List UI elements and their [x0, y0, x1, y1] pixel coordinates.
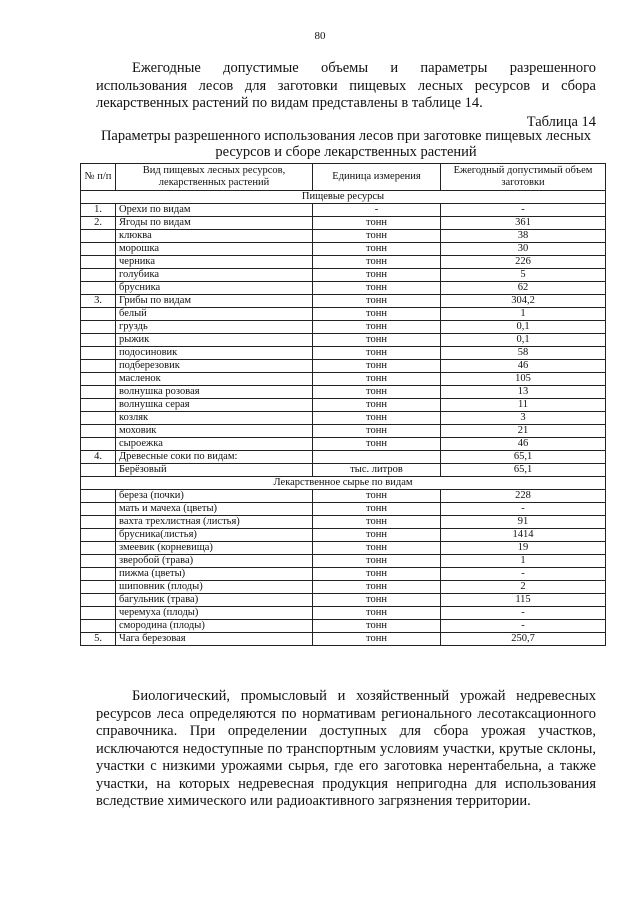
row-unit: тонн	[313, 360, 441, 373]
table-row	[81, 568, 606, 581]
row-resource-name: белый	[116, 308, 313, 321]
row-volume: -	[441, 620, 606, 633]
table-header-row	[81, 164, 606, 191]
row-volume: -	[441, 607, 606, 620]
row-volume: 13	[441, 386, 606, 399]
row-unit: тонн	[313, 256, 441, 269]
section-title: Пищевые ресурсы	[81, 191, 606, 204]
row-resource-name: морошка	[116, 243, 313, 256]
row-resource-name: козляк	[116, 412, 313, 425]
row-number	[81, 243, 116, 256]
row-volume: 250,7	[441, 633, 606, 646]
row-volume: 65,1	[441, 451, 606, 464]
header-volume: Ежегодный допустимый объем заготовки	[441, 164, 606, 191]
row-unit	[313, 451, 441, 464]
row-number	[81, 555, 116, 568]
outro-paragraph: Биологический, промысловый и хозяйственный урожай недревесных ресурсов леса определяются по нормативам регионального лесотаксационного справочника. При определении доступных для сбора урожая участков, исключаются недоступные по транспортным условиям участки, крутые склоны, участки с низкими урожаями сырья, где его заготовка нерентабельна, а также участки, на которых недревесная продукция непригодна для использования вследствие химического или радиоактивного загрязнения территории.	[96, 688, 596, 809]
row-volume: 19	[441, 542, 606, 555]
row-unit: тонн	[313, 347, 441, 360]
row-resource-name: вахта трехлистная (листья)	[116, 516, 313, 529]
row-unit: -	[313, 204, 441, 217]
table-row	[81, 386, 606, 399]
row-number	[81, 399, 116, 412]
row-number	[81, 256, 116, 269]
row-unit: тонн	[313, 438, 441, 451]
row-resource-name: шиповник (плоды)	[116, 581, 313, 594]
row-unit: тонн	[313, 373, 441, 386]
table-row	[81, 243, 606, 256]
intro-paragraph: Ежегодные допустимые объемы и параметры разрешенного использования лесов для заготовки пищевых лесных ресурсов и сбора лекарственных растений по видам представлены в таблице 14.	[96, 60, 596, 111]
row-unit: тонн	[313, 568, 441, 581]
row-number	[81, 594, 116, 607]
row-resource-name: голубика	[116, 269, 313, 282]
table-row	[81, 373, 606, 386]
header-unit: Единица измерения	[313, 164, 441, 191]
row-volume: 21	[441, 425, 606, 438]
row-number	[81, 412, 116, 425]
row-unit: тонн	[313, 490, 441, 503]
section-row	[81, 477, 606, 490]
table-row	[81, 555, 606, 568]
row-unit: тонн	[313, 503, 441, 516]
row-number	[81, 373, 116, 386]
row-volume: 3	[441, 412, 606, 425]
header-resource-type: Вид пищевых лесных ресурсов, лекарственных растений	[116, 164, 313, 191]
row-number	[81, 360, 116, 373]
row-resource-name: Ягоды по видам	[116, 217, 313, 230]
row-volume: 115	[441, 594, 606, 607]
row-volume: 11	[441, 399, 606, 412]
table-label: Таблица 14	[526, 114, 596, 130]
row-unit: тонн	[313, 217, 441, 230]
row-unit: тонн	[313, 516, 441, 529]
table-row	[81, 399, 606, 412]
row-number	[81, 230, 116, 243]
row-unit: тонн	[313, 581, 441, 594]
row-resource-name: багульник (трава)	[116, 594, 313, 607]
table-row	[81, 620, 606, 633]
row-number	[81, 347, 116, 360]
row-number	[81, 425, 116, 438]
row-resource-name: подосиновик	[116, 347, 313, 360]
row-number: 1.	[81, 204, 116, 217]
row-resource-name: сыроежка	[116, 438, 313, 451]
row-number	[81, 503, 116, 516]
table-row	[81, 412, 606, 425]
section-title: Лекарственное сырье по видам	[81, 477, 606, 490]
row-resource-name: Орехи по видам	[116, 204, 313, 217]
header-num: № п/п	[81, 164, 116, 191]
table-row	[81, 308, 606, 321]
row-unit: тонн	[313, 282, 441, 295]
row-unit: тонн	[313, 542, 441, 555]
row-unit: тонн	[313, 334, 441, 347]
row-number	[81, 438, 116, 451]
row-number	[81, 607, 116, 620]
row-volume: 58	[441, 347, 606, 360]
table-caption: Параметры разрешенного использования лесов при заготовке пищевых лесных ресурсов и сборе лекарственных растений	[100, 128, 592, 160]
row-volume: 361	[441, 217, 606, 230]
row-resource-name: черемуха (плоды)	[116, 607, 313, 620]
row-unit: тонн	[313, 607, 441, 620]
row-volume: 304,2	[441, 295, 606, 308]
row-resource-name: подберезовик	[116, 360, 313, 373]
row-number	[81, 386, 116, 399]
row-number	[81, 269, 116, 282]
row-number: 3.	[81, 295, 116, 308]
table-body	[81, 191, 606, 646]
row-volume: 1	[441, 555, 606, 568]
row-volume: 46	[441, 438, 606, 451]
row-unit: тонн	[313, 594, 441, 607]
table-row	[81, 321, 606, 334]
row-volume: 65,1	[441, 464, 606, 477]
row-volume: 0,1	[441, 334, 606, 347]
row-volume: 0,1	[441, 321, 606, 334]
table-row	[81, 516, 606, 529]
page-number: 80	[314, 30, 326, 42]
row-resource-name: черника	[116, 256, 313, 269]
row-resource-name: Чага березовая	[116, 633, 313, 646]
row-volume: -	[441, 503, 606, 516]
row-number: 5.	[81, 633, 116, 646]
row-resource-name: зверобой (трава)	[116, 555, 313, 568]
row-resource-name: Грибы по видам	[116, 295, 313, 308]
row-volume: 2	[441, 581, 606, 594]
row-number	[81, 568, 116, 581]
row-number	[81, 321, 116, 334]
row-unit: тонн	[313, 308, 441, 321]
row-resource-name: Берёзовый	[116, 464, 313, 477]
table-row	[81, 451, 606, 464]
table-row	[81, 464, 606, 477]
table-row	[81, 347, 606, 360]
row-resource-name: волнушка розовая	[116, 386, 313, 399]
row-unit: тонн	[313, 399, 441, 412]
row-unit: тонн	[313, 620, 441, 633]
table-row	[81, 334, 606, 347]
row-resource-name: мать и мачеха (цветы)	[116, 503, 313, 516]
table-row	[81, 256, 606, 269]
section-row	[81, 191, 606, 204]
row-unit: тонн	[313, 633, 441, 646]
row-number	[81, 308, 116, 321]
row-resource-name: моховик	[116, 425, 313, 438]
row-volume: 228	[441, 490, 606, 503]
row-resource-name: Древесные соки по видам:	[116, 451, 313, 464]
row-number	[81, 334, 116, 347]
table-row	[81, 360, 606, 373]
row-number	[81, 620, 116, 633]
row-unit: тыс. литров	[313, 464, 441, 477]
table-row	[81, 581, 606, 594]
row-resource-name: змеевик (корневища)	[116, 542, 313, 555]
table-row	[81, 490, 606, 503]
row-volume: 1414	[441, 529, 606, 542]
row-number: 2.	[81, 217, 116, 230]
row-unit: тонн	[313, 555, 441, 568]
table-row	[81, 425, 606, 438]
row-number	[81, 282, 116, 295]
row-resource-name: клюква	[116, 230, 313, 243]
row-volume: -	[441, 204, 606, 217]
row-unit: тонн	[313, 386, 441, 399]
row-number	[81, 529, 116, 542]
row-volume: 62	[441, 282, 606, 295]
table-row	[81, 594, 606, 607]
row-unit: тонн	[313, 295, 441, 308]
row-volume: 5	[441, 269, 606, 282]
row-unit: тонн	[313, 529, 441, 542]
row-number: 4.	[81, 451, 116, 464]
table-row	[81, 607, 606, 620]
row-volume: 38	[441, 230, 606, 243]
row-resource-name: пижма (цветы)	[116, 568, 313, 581]
table-row	[81, 633, 606, 646]
row-unit: тонн	[313, 321, 441, 334]
row-unit: тонн	[313, 230, 441, 243]
table-row	[81, 217, 606, 230]
row-volume: 30	[441, 243, 606, 256]
table-row	[81, 282, 606, 295]
parameters-table	[80, 163, 606, 646]
row-unit: тонн	[313, 269, 441, 282]
row-volume: 105	[441, 373, 606, 386]
row-resource-name: волнушка серая	[116, 399, 313, 412]
row-volume: 91	[441, 516, 606, 529]
row-volume: -	[441, 568, 606, 581]
row-resource-name: брусника(листья)	[116, 529, 313, 542]
row-volume: 226	[441, 256, 606, 269]
table-row	[81, 204, 606, 217]
row-resource-name: береза (почки)	[116, 490, 313, 503]
row-unit: тонн	[313, 425, 441, 438]
row-volume: 1	[441, 308, 606, 321]
row-number	[81, 581, 116, 594]
row-number	[81, 490, 116, 503]
row-resource-name: масленок	[116, 373, 313, 386]
row-volume: 46	[441, 360, 606, 373]
row-number	[81, 542, 116, 555]
row-resource-name: рыжик	[116, 334, 313, 347]
row-unit: тонн	[313, 412, 441, 425]
table-row	[81, 269, 606, 282]
row-number	[81, 464, 116, 477]
table-row	[81, 230, 606, 243]
table-row	[81, 542, 606, 555]
table-row	[81, 503, 606, 516]
row-unit: тонн	[313, 243, 441, 256]
row-resource-name: груздь	[116, 321, 313, 334]
row-number	[81, 516, 116, 529]
row-resource-name: брусника	[116, 282, 313, 295]
table-row	[81, 295, 606, 308]
table-row	[81, 438, 606, 451]
row-resource-name: смородина (плоды)	[116, 620, 313, 633]
table-row	[81, 529, 606, 542]
